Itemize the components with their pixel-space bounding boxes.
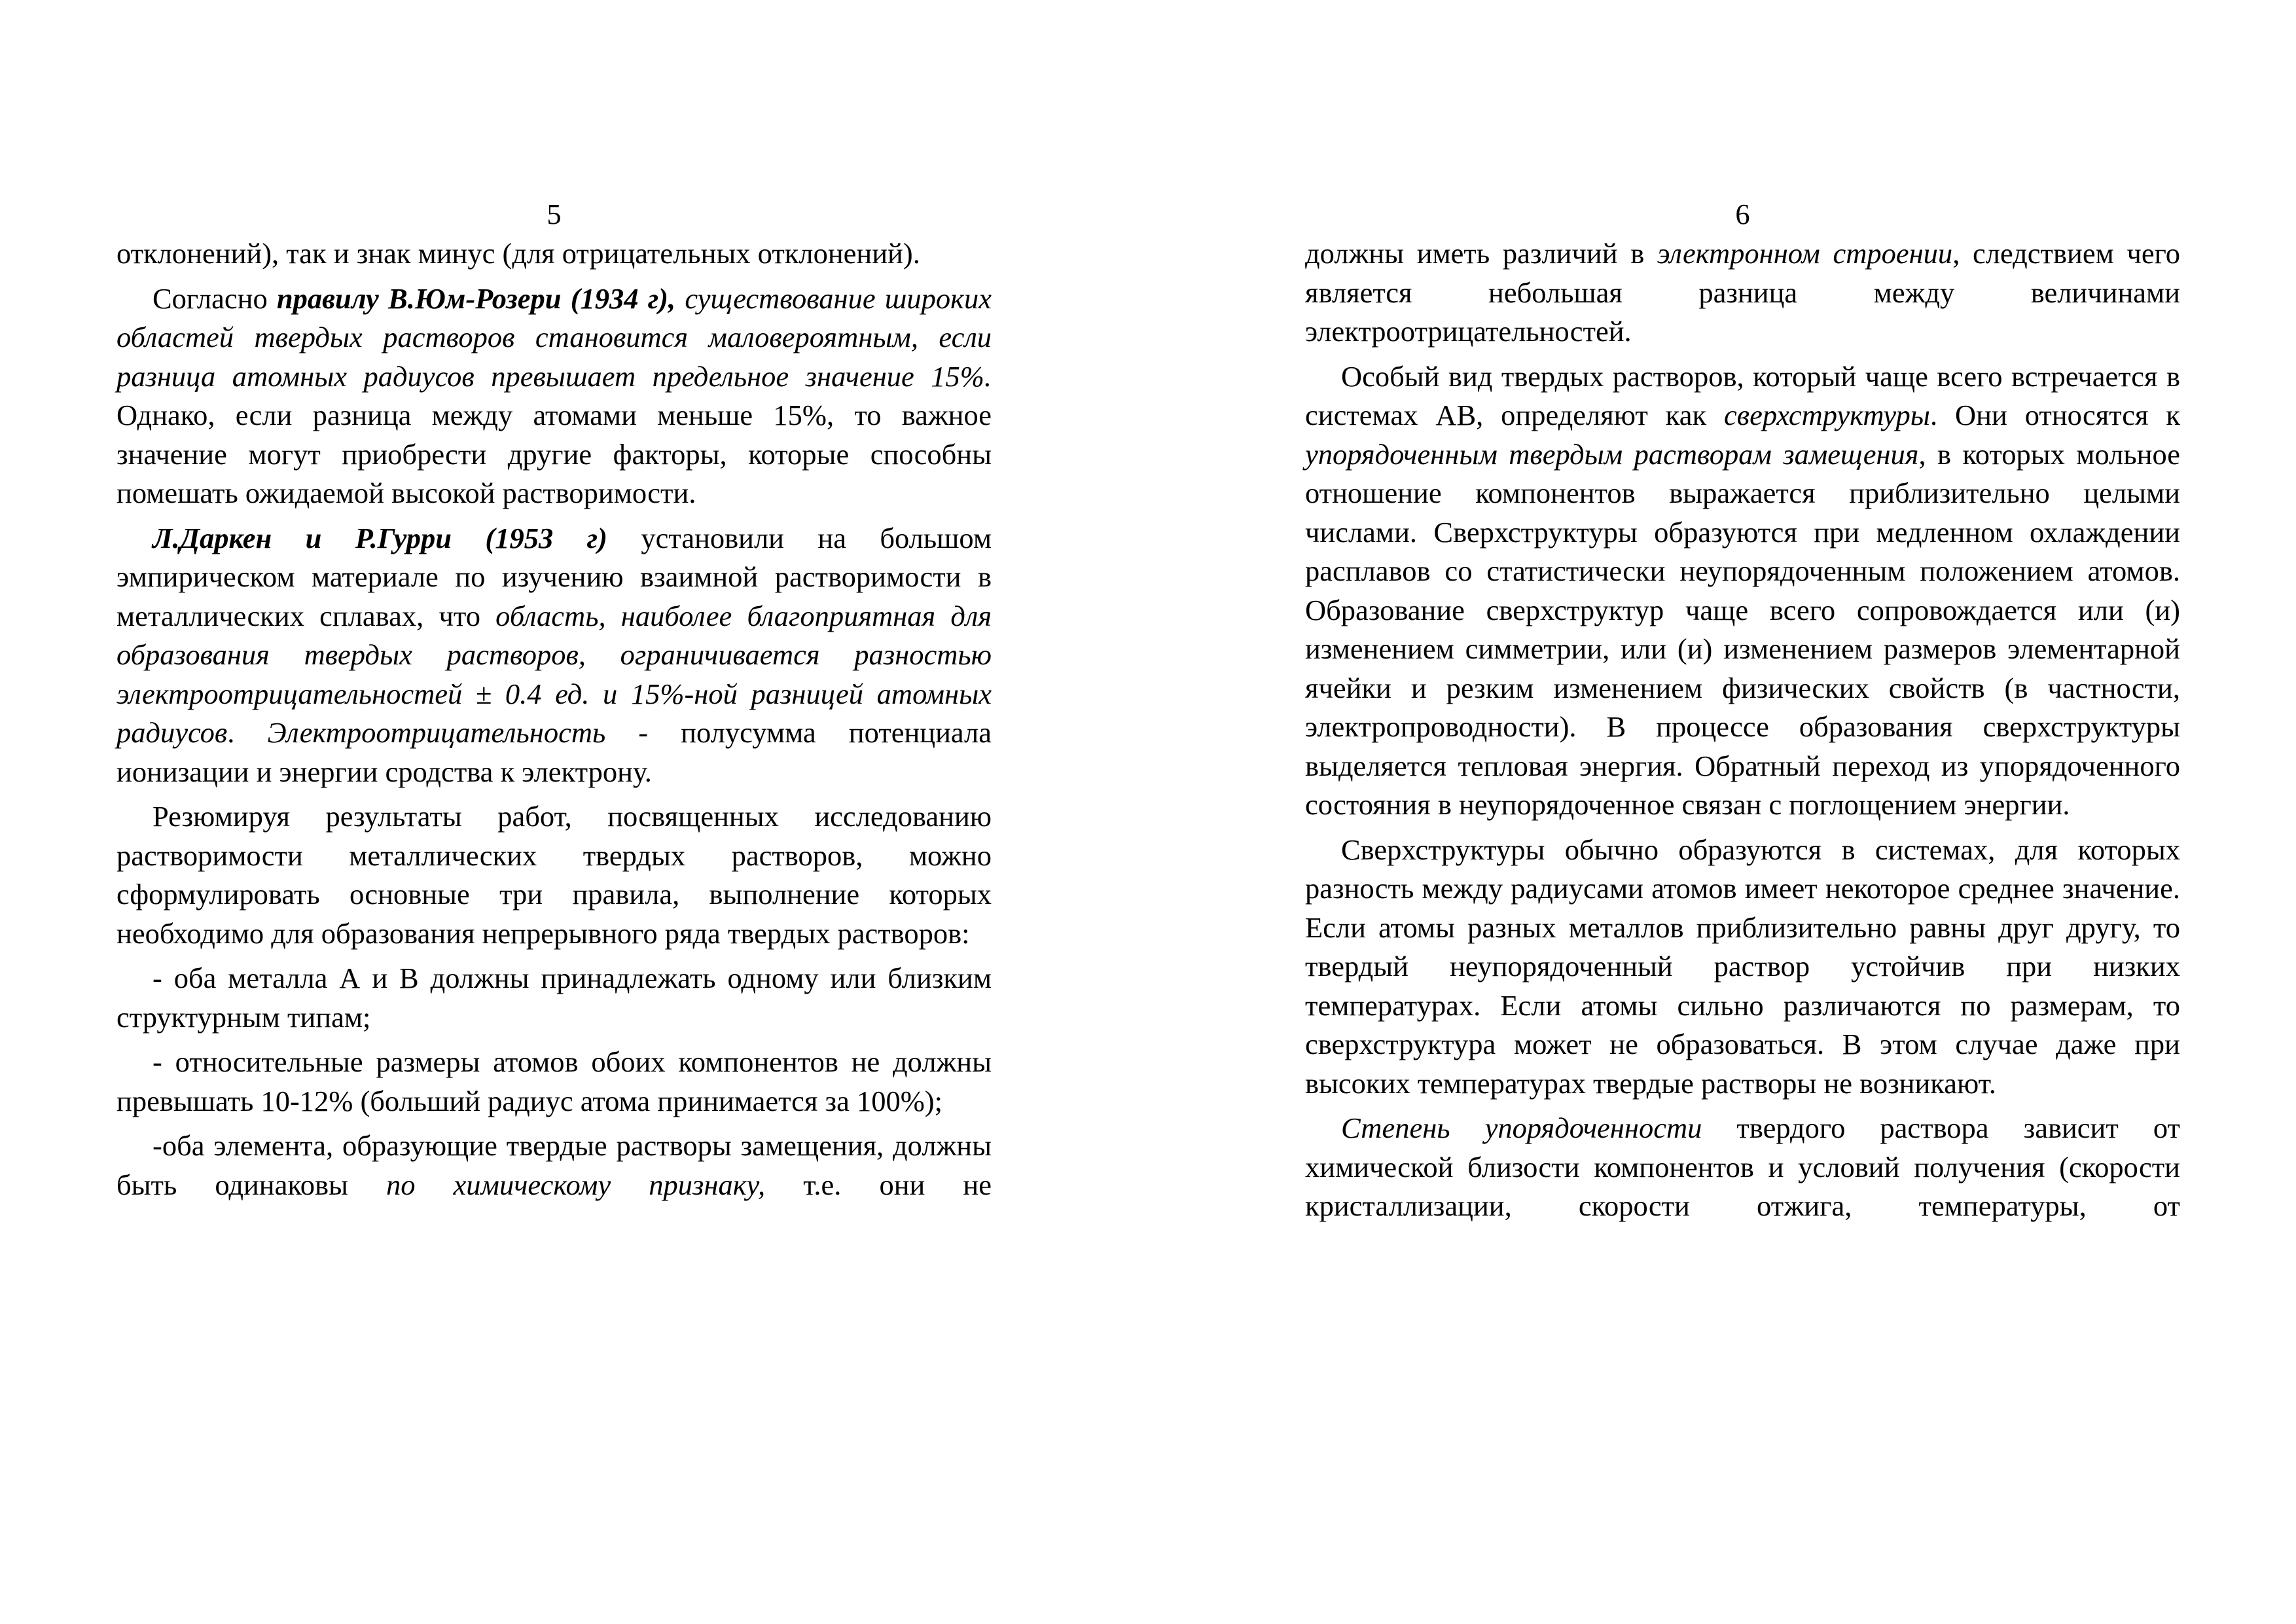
text-run: Особый вид твердых растворов, который чаще всего встречается в системах АВ, определяют как (1305, 359, 2180, 431)
paragraph (117, 959, 992, 1037)
italic-text-run: по химическому признаку, (386, 1168, 766, 1201)
text-run: отклонений), так и знак минус (для отрицательных отклонений). (117, 237, 920, 270)
text-run: должны иметь различий в (1305, 237, 1657, 270)
paragraph (117, 797, 992, 953)
italic-text-run: область, наиболее благоприятная для образования твердых растворов, ограничивается разностью электроотрицательностей ± 0.4 ед. и 15%-ной разницей атомных радиусов (117, 599, 992, 749)
italic-text-run: сверхструктуры (1724, 399, 1930, 431)
paragraph (117, 280, 992, 513)
page-body (1305, 234, 2180, 1226)
right-page (1305, 194, 2180, 1232)
paragraph (117, 1127, 992, 1204)
text-run: - оба металла А и В должны принадлежать одному или близким структурным типам; (117, 962, 992, 1034)
paragraph (1305, 234, 2180, 352)
paragraph (1305, 357, 2180, 825)
text-run: твердого раствора зависит от химической близости компонентов и условий получения (скорости кристаллизации, скорости отжига, температуры, от (1305, 1111, 2180, 1222)
paragraph (117, 234, 992, 274)
italic-text-run: упорядоченным твердым растворам замещения (1305, 437, 1919, 471)
text-run: - полусумма потенциала ионизации и энергии сродства к электрону. (117, 716, 992, 788)
italic-text-run: существование широких областей твердых растворов становится маловероятным, если разница атомных радиусов превышает предельное значение 15%. (117, 281, 992, 393)
page-number: 5 (547, 198, 562, 230)
text-run: Резюмируя результаты работ, посвященных исследованию растворимости металлических твердых растворов, можно сформулировать основные три правила, выполнение которых необходимо для образования непрерывного ряда твердых растворов: (117, 800, 992, 950)
text-run: - относительные размеры атомов обоих компонентов не должны превышать 10-12% (больший радиус атома принимается за 100%); (117, 1045, 992, 1117)
text-run: Однако, если разница между атомами меньше 15%, то важное значение могут приобрести другие факторы, которые способны помешать ожидаемой высокой растворимости. (117, 399, 992, 509)
left-page (117, 194, 992, 1210)
text-run: установили на большом эмпирическом материале по изучению взаимной растворимости в металлических сплавах, что (117, 521, 992, 632)
text-run: Сверхструктуры обычно образуются в системах, для которых разность между радиусами атомов имеет некоторое среднее значение. Если атомы разных металлов приблизительно равны друг другу, то твердый неупорядоченный раствор устойчив при низких температурах. Если атомы сильно различаются по размерам, то сверхструктура может не образоваться. В этом случае даже при высоких температурах твердые растворы не возникают. (1305, 833, 2180, 1100)
text-run: -оба элемента, образующие твердые растворы замещения, должны быть одинаковы (117, 1129, 992, 1201)
text-run: . (227, 716, 268, 749)
text-run: т.е. они не (765, 1168, 992, 1201)
bold-italic-text-run: Л.Даркен и Р.Гурри (1953 г) (152, 521, 607, 554)
paragraph (117, 519, 992, 792)
paragraph (117, 1043, 992, 1121)
bold-italic-text-run: правилу В.Юм-Розери (1934 г), (276, 281, 676, 315)
italic-text-run: Электроотрицательность (267, 716, 606, 749)
italic-text-run: электронном строении (1657, 237, 1953, 270)
paragraph (1305, 831, 2180, 1104)
text-run: . Они относятся к (1929, 399, 2180, 431)
page-number: 6 (1735, 198, 1750, 230)
text-run: , следствием чего является небольшая разница между величинами электроотрицательностей. (1305, 237, 2180, 348)
italic-text-run: Степень упорядоченности (1341, 1111, 1702, 1144)
text-run: , в которых мольное отношение компонентов выражается приблизительно целыми числами. Сверхструктуры образуются при медленном охлаждении расплавов со статистически неупорядоченным положением атомов. Образование сверхструктур чаще всего сопровождается или (и) изменением симметрии, или (и) изменением размеров элементарной ячейки и резким изменением физических свойств (в частности, электропроводности). В процессе образования сверхструктуры выделяется тепловая энергия. Обратный переход из упорядоченного состояния в неупорядоченное связан с поглощением энергии. (1305, 437, 2180, 821)
text-run: Согласно (152, 281, 277, 315)
paragraph (1305, 1109, 2180, 1226)
page-body (117, 234, 992, 1204)
